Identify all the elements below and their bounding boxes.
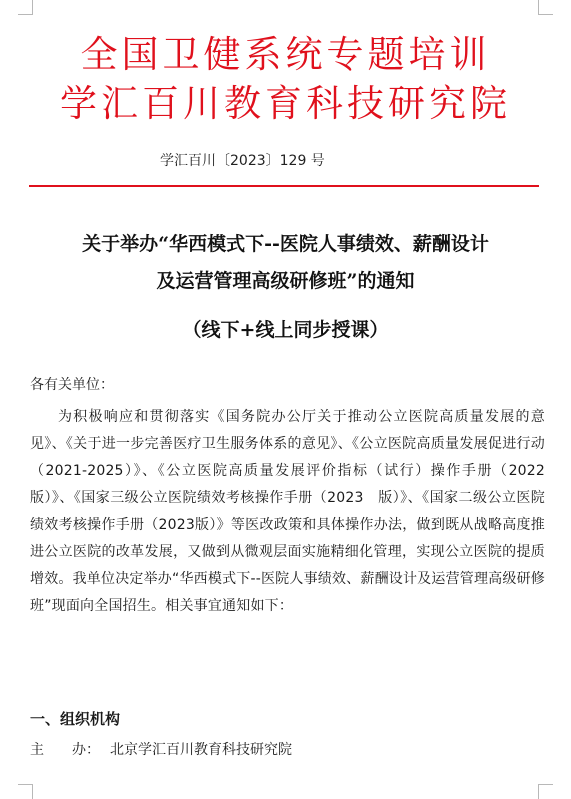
organizer-line bbox=[30, 740, 292, 760]
notice-title-line-1: 关于举办“华西模式下--医院人事绩效、薪酬设计 bbox=[82, 233, 489, 255]
notice-subtitle: （线下+线上同步授课） bbox=[182, 319, 389, 341]
section-heading-organization: 一、组织机构 bbox=[30, 710, 121, 728]
page-corner-mark-top-left bbox=[18, 0, 33, 15]
document-number: 学汇百川〔2023〕129 号 bbox=[160, 153, 325, 169]
page-corner-mark-bottom-left bbox=[18, 784, 33, 799]
red-separator-rule bbox=[29, 185, 539, 187]
organizer-label: 主 办： bbox=[30, 742, 100, 758]
page-corner-mark-bottom-right bbox=[538, 784, 553, 799]
organizer-value: 北京学汇百川教育科技研究院 bbox=[110, 742, 292, 758]
notice-title-line-2: 及运营管理高级研修班”的通知 bbox=[156, 270, 415, 292]
page-corner-mark-top-right bbox=[538, 0, 553, 15]
red-header-line-2: 学汇百川教育科技研究院 bbox=[60, 82, 511, 125]
body-paragraph: 为积极响应和贯彻落实《国务院办公厅关于推动公立医院高质量发展的意见》、《关于进一步完善医疗卫生服务体系的意见》、《公立医院高质量发展促进行动（2021-2025）》、《公立医院高质量发展评价指标（试行）操作手册（2022 版）》、《国家三级公立医院绩效考核操作手册（2023 版）》、《国家二级公立医院绩效考核操作手册（2023版）》等医改政策和具体操作办法，做到既从战略高度推进公立医院的改革发展，又做到从微观层面实施精细化管理，实现公立医院的提质增效。我单位决定举办“华西模式下--医院人事绩效、薪酬设计及运营管理高级研修班”现面向全国招生。相关事宜通知如下： bbox=[30, 409, 560, 614]
salutation: 各有关单位： bbox=[30, 377, 114, 393]
red-header-line-1: 全国卫健系统专题培训 bbox=[80, 33, 491, 76]
